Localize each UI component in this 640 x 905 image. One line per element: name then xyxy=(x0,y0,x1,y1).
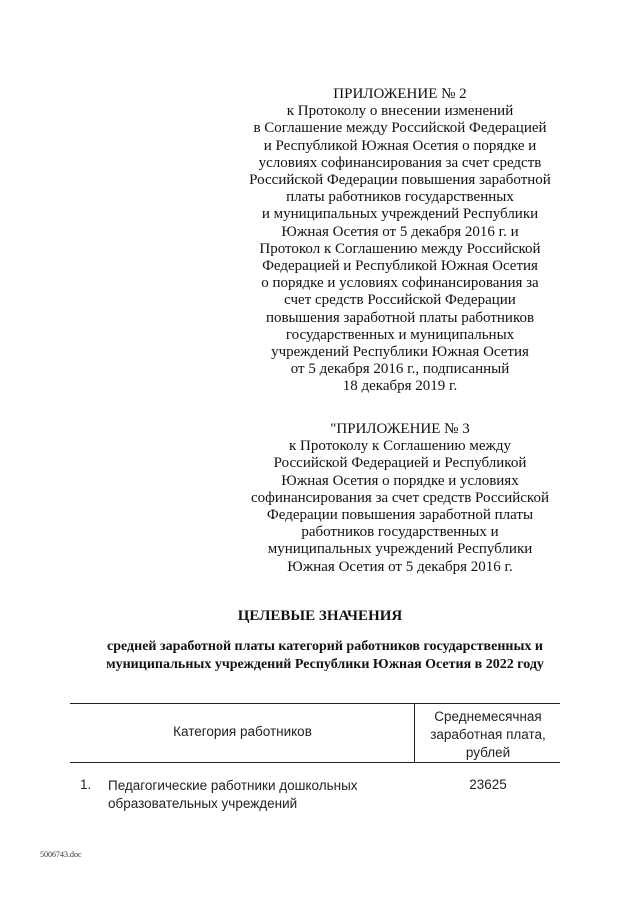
annex-2-line: от 5 декабря 2016 г., подписанный xyxy=(290,361,510,378)
annex-2-line: платы работников государственных xyxy=(286,189,514,206)
table-header-bottom-rule xyxy=(70,762,560,763)
table-header-salary-line: рублей xyxy=(465,745,511,760)
annex-3-line: Южная Осетия о порядке и условиях xyxy=(281,472,519,489)
table-top-rule xyxy=(70,703,560,704)
table-row-category xyxy=(108,777,358,813)
annex-2-line: Федерацией и Республикой Южная Осетия xyxy=(262,258,538,275)
document-subtitle xyxy=(60,638,590,674)
annex-2-line: государственных и муниципальных xyxy=(285,326,515,343)
annex-3-line: работников государственных и xyxy=(301,524,499,541)
annex-2-line: Российской Федерации повышения заработной xyxy=(249,172,551,189)
subtitle-line: муниципальных учреждений Республики Южная Осетия в 2022 году xyxy=(106,657,544,672)
annex-3-line: Южная Осетия от 5 декабря 2016 г. xyxy=(287,558,513,575)
subtitle-line: средней заработной платы категорий работников государственных и xyxy=(107,639,543,654)
annex-2-line: Южная Осетия от 5 декабря 2016 г. и xyxy=(281,223,519,240)
annex-2-line: и Республикой Южная Осетия о порядке и xyxy=(263,137,537,154)
annex-2-line: повышения заработной платы работников xyxy=(265,309,535,326)
annex-3-line: Федерации повышения заработной платы xyxy=(266,507,534,524)
annex-2-line: условиях софинансирования за счет средств xyxy=(258,154,542,171)
table-row-category-line: образовательных учреждений xyxy=(108,796,298,811)
table-row-number: 1. xyxy=(80,777,92,792)
annex-2-line: счет средств Российской Федерации xyxy=(284,292,516,309)
table-header-salary xyxy=(418,708,558,762)
table-header-salary-line: Среднемесячная xyxy=(434,709,542,724)
file-name-footer: 5006743.doc xyxy=(40,850,82,859)
annex-3-line: Российской Федерацией и Республикой xyxy=(273,455,527,472)
table-row-salary-value: 23625 xyxy=(469,777,507,792)
annex-3-line: к Протоколу к Соглашению между xyxy=(288,438,512,455)
table-row-category-line: Педагогические работники дошкольных xyxy=(108,778,358,793)
annex-3-heading xyxy=(238,421,562,576)
annex-2-heading xyxy=(238,86,562,396)
annex-2-line: учреждений Республики Южная Осетия xyxy=(271,344,529,361)
annex-3-line: "ПРИЛОЖЕНИЕ № 3 xyxy=(330,421,470,437)
annex-2-line: ПРИЛОЖЕНИЕ № 2 xyxy=(333,86,467,102)
annex-2-line: 18 декабря 2019 г. xyxy=(342,378,458,395)
annex-2-line: и муниципальных учреждений Республики xyxy=(261,206,539,223)
document-title: ЦЕЛЕВЫЕ ЗНАЧЕНИЯ xyxy=(237,608,403,624)
annex-3-line: софинансирования за счет средств Российской xyxy=(251,489,549,506)
annex-2-line: о порядке и условиях софинансирования за xyxy=(261,275,539,292)
annex-2-line: к Протоколу о внесении изменений xyxy=(286,103,514,120)
annex-3-line: муниципальных учреждений Республики xyxy=(267,541,533,558)
table-header-category: Категория работников xyxy=(173,724,312,739)
table-header-salary-line: заработная плата, xyxy=(430,727,546,742)
annex-2-line: в Соглашение между Российской Федерацией xyxy=(253,120,547,137)
annex-2-line: Протокол к Соглашению между Российской xyxy=(259,240,541,257)
